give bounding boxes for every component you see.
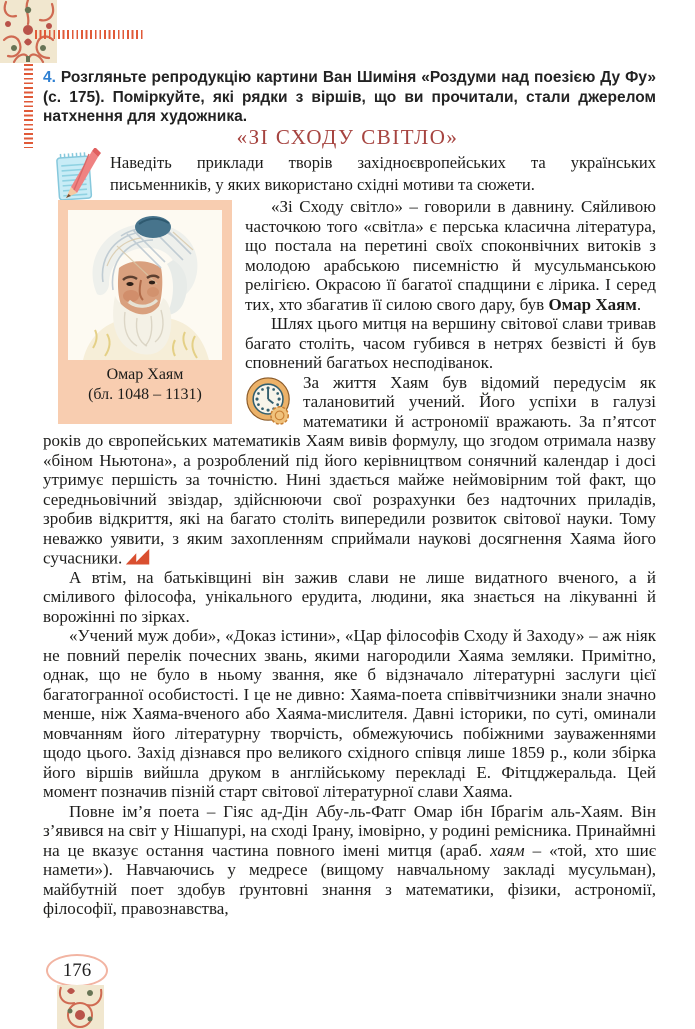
floral-ornament-icon: [57, 985, 104, 1029]
paragraph-text: Повне ім’я поета – Гіяс ад-Дін Абу-ль-Фатг Омар ібн Ібрагім аль-Хаям. Він з’явився на світ у Нішапурі, на сході Ірану, імовірно, у родині ремісника. Принаймні на це вказує остання частина повного імені митця (араб.: [43, 801, 656, 860]
omar-khayyam-portrait-image: [68, 210, 222, 360]
paragraph-text: – «той, хто шиє намети»). Навчаючись у медресе (вищому навчальному закладі мусульман), майбутній поет здобув ґрунтовні знання з математики, фізики, астрономії, філософії, правознавства,: [43, 840, 656, 919]
task-block: [55, 148, 656, 202]
red-arrow-icon: [125, 548, 151, 565]
page-number-badge: 176: [46, 954, 108, 987]
article-paragraph-4: А втім, на батьківщині він зажив слави не лише видатного вченого, а й сміливого філософа, унікального ерудита, людини, яка знається на лікуванні й ворожінні по зірках.: [43, 567, 656, 626]
clock-icon: [245, 376, 295, 430]
paragraph-text: .: [636, 294, 642, 314]
author-name-bold: Омар Хаям: [548, 294, 637, 314]
portrait-figure: [58, 200, 232, 424]
task-text: Наведіть приклади творів західноєвропейських та українських письменників, у яких використано східні мотиви та сюжети.: [110, 153, 656, 194]
article-paragraph-6: [43, 802, 656, 919]
exercise-text: Розгляньте репродукцію картини Ван Шиміня «Роздуми над поезією Ду Фу» (с. 175). Поміркуйте, які рядки з віршів, що ви прочитали, стали джерелом натхнення для художника.: [43, 69, 656, 125]
exercise-paragraph: [43, 68, 656, 127]
article: [43, 197, 656, 919]
arabic-word-italic: хаям: [490, 840, 525, 860]
notepad-pencil-icon: [55, 148, 101, 202]
exercise-number: 4.: [43, 69, 56, 86]
article-paragraph-2: Шлях цього митця на вершину світової слави тривав багато століть, часом губився в нетрях безвісті й був сповнений багатьох несподіванок.: [245, 314, 656, 372]
dashed-rule-horizontal: [35, 30, 145, 39]
section-heading: «ЗІ СХОДУ СВІТЛО»: [236, 125, 459, 149]
portrait-caption-name: Омар Хаям: [106, 366, 184, 383]
portrait-caption-years: (бл. 1048 – 1131): [88, 386, 202, 403]
article-paragraph-5: «Учений муж доби», «Доказ істини», «Цар філософів Сходу й Заходу» – аж ніяк не повний перелік почесних звань, якими нагородили Хаяма земляки. Примітно, однак, що не було в ньому звання, яке б відзначало літературні заслуги цієї багатогранної особистості. І це не дивно: Хаяма-поета співвітчизники знали значно менше, ніж Хаяма-вченого або Хаяма-мислителя. Давні історики, по суті, оминали мовчанням його літературну творчість, обмежуючись побіжними зауваженнями щодо цього. Захід дізнався про великого східного співця лише 1859 р., коли збірка його віршів вийшла друком в англійському перекладі Е. Фітцджеральда. Цей момент позначив пізній старт світової літературної слави Хаяма.: [43, 626, 656, 802]
paragraph-text: За життя Хаям був відомий передусім як талановитий учений. Його успіхи в галузі математики й астрономії вражають. За п’ятсот років до європейських математиків Хаям вивів формулу, що згодом отримала назву «біном Ньютона», а розроблений під його керівництвом сонячний календар і досі утримує першість за точністю. Нині здається майже неймовірним той факт, що середньовічний звіздар, здійснюючи свої розрахунки без надточних приладів, зробив відкриття, які на багато століть випередили розвиток світової науки. Тому неважко уявити, з яким захопленням сприймали наукові досягнення Хаяма його сучасники.: [43, 372, 656, 568]
portrait-caption: [68, 365, 222, 405]
paragraph-text: «Зі Сходу світло» – говорили в давнину. Сяйливою часточкою того «світла» є перська класична література, що постала на перетині своїх споконвічних витоків з молодою арабською писемністю й мусульманською релігією. Окрасою її багатої спадщини є лірика. І серед тих, хто збагатив її силою свого дару, був: [245, 197, 656, 314]
